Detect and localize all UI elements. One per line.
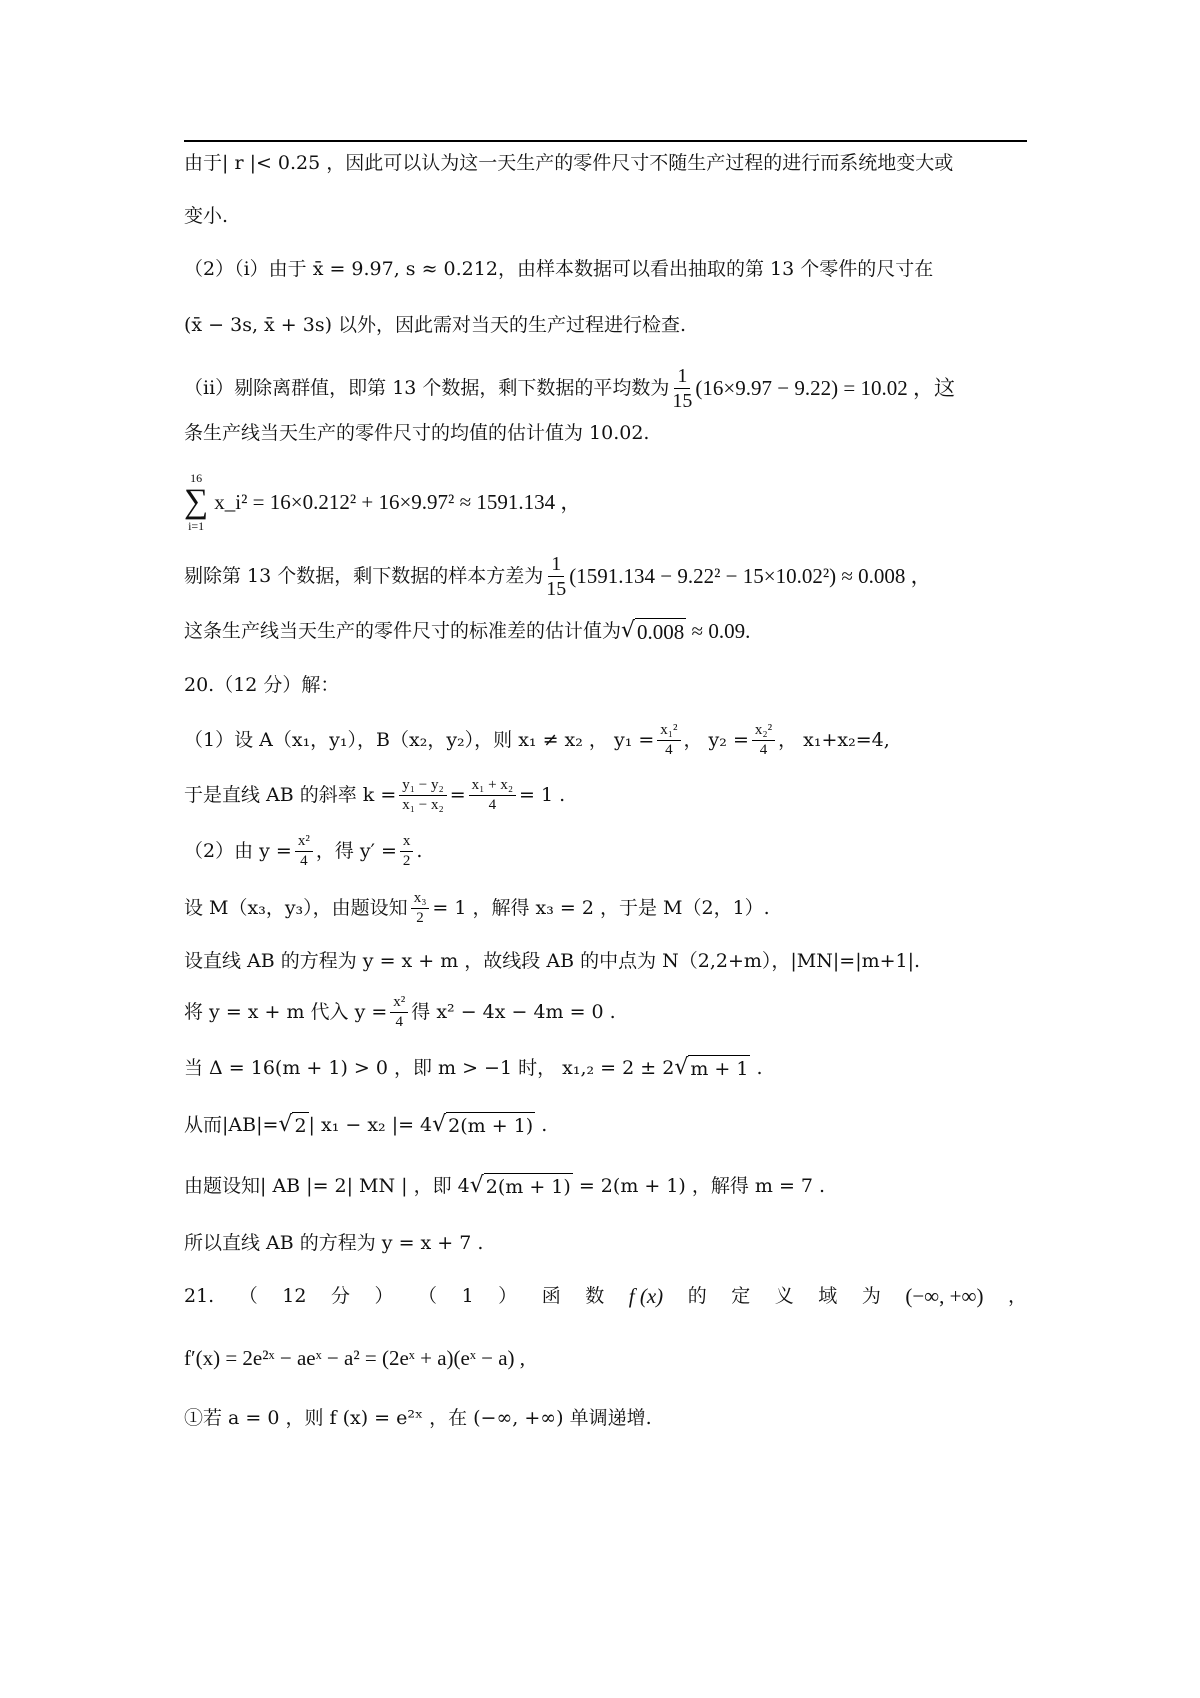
section-heading: 20.（12 分）解： [184, 674, 340, 696]
text-line: 条生产线当天生产的零件尺寸的均值的估计值为 10.02. [184, 422, 650, 444]
text-line: （ii）剔除离群值，即第 13 个数据，剩下数据的平均数为 $\frac{1}{15}$ (16×9.97 − 9.22) = 10.02 ，这 [184, 364, 955, 412]
text-line: 于是直线 AB 的斜率 k = $\frac{\text{y₁ − y₂}}{\text{x₁ − x₂}}$ = $\frac{\text{x₁ + x₂}}{4}$ = 1 . [184, 776, 566, 813]
text-line: 变小. [184, 205, 229, 227]
fraction: $\frac{\text{x²}}{4}$ [390, 993, 408, 1032]
text-line: 由题设知| AB |= 2| MN | ，即 4 √ 2(m + 1) = 2(m + 1) ，解得 m = 7 . [184, 1172, 826, 1198]
header-rule [184, 140, 1027, 142]
text-line: （2）（i）由于 x̄ = 9.97, s ≈ 0.212，由样本数据可以看出抽取的第 13 个零件的尺寸在 [184, 258, 934, 280]
square-root: √ 0.008 [621, 617, 685, 644]
text-line: （1）设 A（x₁，y₁），B（x₂，y₂），则 x₁ ≠ x₂ ， y₁ = $\frac{\text{x₁²}}{4}$ ， y₂ = $\frac{\text{x₂²}}{4}$ ， x₁+x₂=4, [184, 721, 890, 758]
text-line: 设 M（x₃，y₃），由题设知 $\frac{\text{x₃}}{2}$ = 1 ，解得 x₃ = 2 ，于是 M（2，1）. [184, 889, 770, 926]
fraction: $\frac{1}{15}$ [672, 364, 693, 412]
fraction: $\frac{\text{y₁ − y₂}}{\text{x₁ − x₂}}$ [399, 776, 446, 815]
text-line: 由于| r |< 0.25 ，因此可以认为这一天生产的零件尺寸不随生产过程的进行而系统地变大或 [184, 152, 954, 174]
text-line: 当 Δ = 16(m + 1) > 0 ，即 m > −1 时， x₁,₂ = 2 ± 2 √ m + 1 . [184, 1054, 763, 1080]
fraction: $\frac{\text{x²}}{4}$ [295, 832, 313, 871]
summation-symbol: 16 ∑ i=1 [184, 471, 209, 533]
square-root: √ 2(m + 1) [469, 1172, 571, 1198]
section-heading-21: 21. （ 12 分 ） （ 1 ） 函 数 f (x) 的 定 义 域 为 (−∞, +∞) ， [184, 1284, 1027, 1308]
text-line: 将 y = x + m 代入 y = $\frac{\text{x²}}{4}$ 得 x² − 4x − 4m = 0 . [184, 993, 616, 1030]
text-line: 这条生产线当天生产的零件尺寸的标准差的估计值为 √ 0.008 ≈ 0.09. [184, 617, 751, 644]
formula-line: 16 ∑ i=1 x_i² = 16×0.212² + 16×9.97² ≈ 1591.134 ， [184, 471, 582, 533]
text-line: ①若 a = 0 ，则 f (x) = e²ˣ ，在 (−∞, +∞) 单调递增. [184, 1407, 652, 1429]
fraction: $\frac{x}{2}$ [400, 832, 414, 871]
fraction: $\frac{\text{x₁²}}{4}$ [657, 721, 680, 760]
square-root: √ 2 [278, 1111, 307, 1137]
text-line: 剔除第 13 个数据，剩下数据的样本方差为 $\frac{1}{15}$ (1591.134 − 9.22² − 15×10.02²) ≈ 0.008 ， [184, 552, 932, 600]
text-line: (x̄ − 3s, x̄ + 3s) 以外，因此需对当天的生产过程进行检查. [184, 314, 687, 336]
text-line: 所以直线 AB 的方程为 y = x + 7 . [184, 1232, 484, 1254]
fraction: $\frac{\text{x₃}}{2}$ [411, 889, 430, 928]
square-root: √ m + 1 [674, 1054, 749, 1080]
fraction: $\frac{\text{x₁ + x₂}}{4}$ [469, 776, 516, 815]
text-line: （2）由 y = $\frac{\text{x²}}{4}$ ，得 y′ = $\frac{x}{2}$ . [184, 832, 423, 869]
fraction: $\frac{\text{x₂²}}{4}$ [752, 721, 775, 760]
formula-line: f′(x) = 2e²ˣ − aeˣ − a² = (2eˣ + a)(eˣ − a) , [184, 1346, 526, 1370]
text-line: 从而|AB|= √ 2 | x₁ − x₂ |= 4 √ 2(m + 1) . [184, 1111, 548, 1137]
square-root: √ 2(m + 1) [432, 1111, 534, 1137]
fraction: $\frac{1}{15}$ [546, 552, 567, 600]
text-line: 设直线 AB 的方程为 y = x + m ，故线段 AB 的中点为 N（2,2+m），|MN|=|m+1|. [184, 950, 921, 972]
